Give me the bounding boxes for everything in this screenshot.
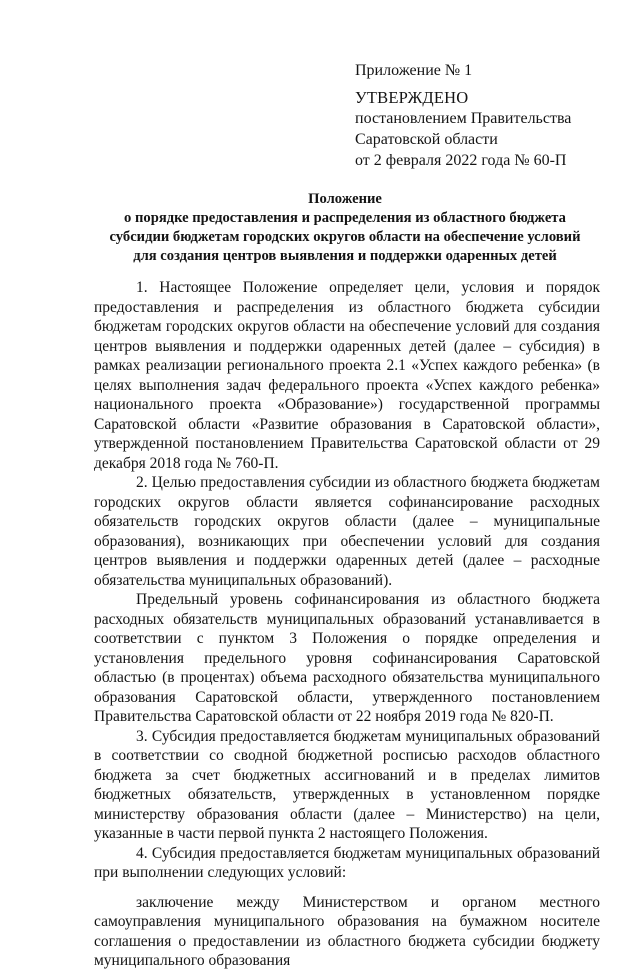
document-body: [94, 278, 600, 971]
approved-region: Саратовской области: [355, 131, 498, 148]
title-line: о порядке предоставления и распределения из областного бюджета: [124, 210, 566, 226]
paragraph-1: 1. Настоящее Положение определяет цели, условия и порядок предоставления и распределения из областного бюджета субсидии бюджетам городских округов области на обеспечение условий для создания центров выявления и поддержки одаренных детей (далее – субсидия) в рамках реализации регионального проекта 2.1 «Успех каждого ребенка» (в целях выполнения задач федерального проекта «Успех каждого ребенка» национального проекта «Образование») государственной программы Саратовской области «Развитие образования в Саратовской области», утвержденной постановлением Правительства Саратовской области от 29 декабря 2018 года № 760-П.: [94, 279, 600, 472]
approval-block: [355, 60, 615, 171]
title-line: Положение: [308, 191, 382, 207]
paragraph-2: 2. Целью предоставления субсидии из областного бюджета бюджетам городских округов области является софинансирование расходных обязательств городских округов области (далее – муниципальные образования), возникающих при обеспечении условий для создания центров выявления и поддержки одаренных детей (далее – расходные обязательства муниципальных образований).: [94, 474, 600, 589]
approved-by: постановлением Правительства: [355, 110, 572, 127]
paragraph-4-condition-1: заключение между Министерством и органом местного самоуправления муниципального образования на бумажном носителе соглашения о предоставлении из областного бюджета субсидии бюджету муниципального образования: [94, 893, 600, 969]
title-line: субсидии бюджетам городских округов области на обеспечение условий: [109, 229, 581, 245]
approval-date-number: от 2 февраля 2022 года № 60-П: [355, 152, 567, 169]
title-line: для создания центров выявления и поддержки одаренных детей: [133, 248, 557, 264]
paragraph-4: 4. Субсидия предоставляется бюджетам муниципальных образований при выполнении следующих условий:: [94, 844, 600, 881]
approved-stamp-text: УТВЕРЖДЕНО: [355, 88, 469, 107]
paragraph-2-part-2: Предельный уровень софинансирования из областного бюджета расходных обязательств муниципальных образований устанавливается в соответствии с пунктом 3 Положения о порядке определения и установления предельного уровня софинансирования Саратовской областью (в процентах) объема расходного обязательства муниципального образования Саратовской области, утвержденного постановлением Правительства Саратовской области от 22 ноября 2019 года № 820-П.: [94, 591, 600, 725]
document-title: [90, 190, 600, 266]
appendix-number: Приложение № 1: [355, 62, 473, 79]
paragraph-3: 3. Субсидия предоставляется бюджетам муниципальных образований в соответствии со сводной бюджетной росписью расходов областного бюджета за счет бюджетных ассигнований и в пределах лимитов бюджетных обязательств, утвержденных в установленном порядке министерству образования области (далее – Министерство) на цели, указанные в части первой пункта 2 настоящего Положения.: [94, 727, 600, 842]
